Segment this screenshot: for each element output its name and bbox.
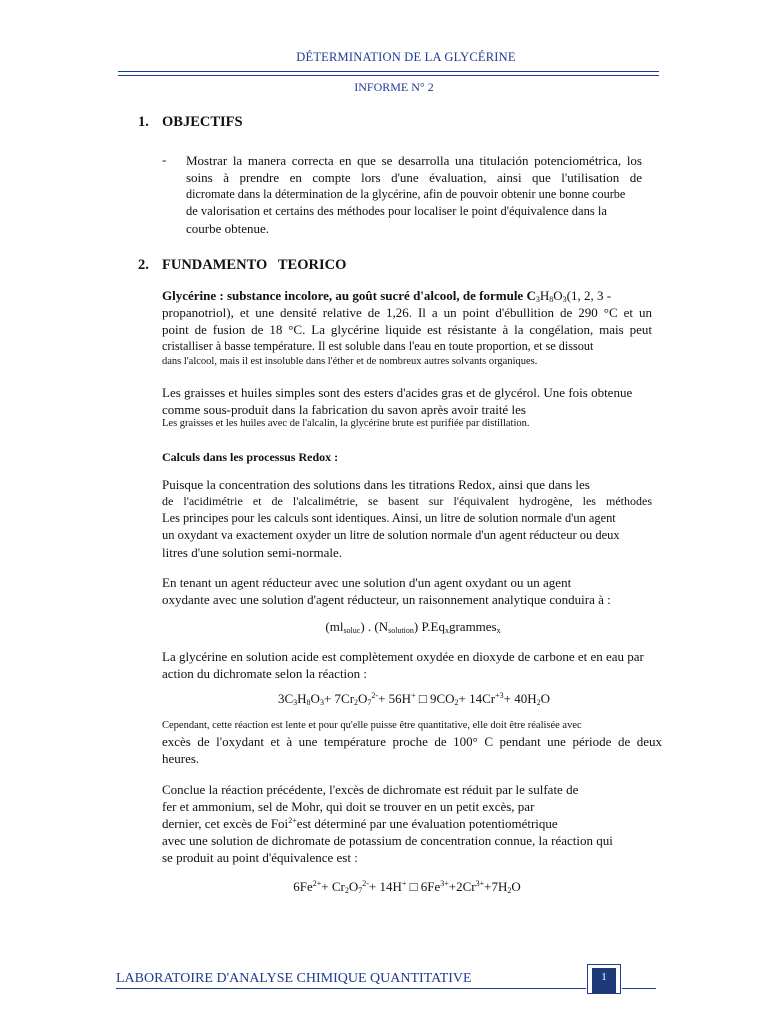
text-fragment: dernier, cet excès de Foi bbox=[162, 816, 289, 831]
equivalence-equation bbox=[0, 619, 768, 635]
text-line: oxydante avec une solution d'agent réducteur, un raisonnement analytique conduira à : bbox=[162, 592, 611, 607]
section-2-number: 2. bbox=[138, 257, 149, 273]
text-line: avec une solution de dichromate de potassium de concentration connue, la réaction qui bbox=[162, 833, 613, 848]
equation-part: grammes bbox=[448, 619, 497, 634]
equation-part: (ml bbox=[325, 619, 344, 634]
text-line: de valorisation et certains des méthodes pour localiser le point d'équivalence dans la bbox=[186, 204, 607, 218]
text-line: action du dichromate selon la réaction : bbox=[162, 666, 368, 681]
text-line: courbe obtenue. bbox=[186, 221, 270, 236]
reasoning-paragraph bbox=[162, 574, 652, 608]
section-1-heading bbox=[138, 114, 243, 131]
equivalence-point-reaction: $6Fe^{2+}+ Cr_2O_7^{2-}+ 14H^+$ □ $6Fe^{3+}+2Cr^{3+}+7H_2O$ bbox=[293, 879, 521, 895]
formula-name-start: (1, 2, 3 - bbox=[566, 288, 612, 303]
equation-part: ) P.Eq bbox=[413, 619, 445, 634]
text-line: un oxydant va exactement oxyder un litre de solution normale d'un agent réducteur ou deux bbox=[162, 528, 620, 542]
equation-subscript: x bbox=[496, 626, 501, 635]
section-2-title: FUNDAMENTO TEORICO bbox=[162, 257, 347, 273]
text-line: heures. bbox=[162, 751, 200, 766]
text-superscript: 2+ bbox=[288, 816, 297, 825]
equation-subscript: solution bbox=[388, 626, 414, 635]
text-line: dans l'alcool, mais il est insoluble dans l'éther et de nombreux autres solvants organiques. bbox=[162, 356, 538, 367]
document-title: DÉTERMINATION DE LA GLYCÉRINE bbox=[296, 50, 516, 64]
glycerine-definition: Glycérine : substance incolore, au goût sucré d'alcool, de formule C bbox=[162, 288, 536, 303]
oxidation-paragraph bbox=[162, 648, 672, 682]
text-line: Les graisses et huiles simples sont des esters d'acides gras et de glycérol. Une fois obtenue bbox=[162, 385, 633, 400]
text-fragment: est déterminé par une évaluation potentiométrique bbox=[296, 816, 558, 831]
text-line: Puisque la concentration des solutions dans les titrations Redox, ainsi que dans les bbox=[162, 477, 590, 492]
text-line: Les graisses et les huiles avec de l'alcalin, la glycérine brute est purifiée par distillation. bbox=[162, 418, 530, 429]
section-2-heading bbox=[138, 257, 346, 274]
footer-rule bbox=[116, 988, 586, 989]
equation-subscript: soluc bbox=[343, 626, 361, 635]
text-line: litres d'une solution semi-normale. bbox=[162, 545, 342, 560]
text-line: cristalliser à basse température. Il est soluble dans l'eau en toute proportion, et se dissout bbox=[162, 339, 594, 353]
text-line: Les principes pour les calculs sont identiques. Ainsi, un litre de solution normale d'un agent bbox=[162, 511, 616, 525]
reaction-conditions-paragraph bbox=[162, 720, 662, 767]
text-line: point de fusion de 18 °C. La glycérine liquide est résistante à la congélation, mais peut bbox=[162, 322, 652, 337]
equation-subscript: x bbox=[444, 626, 449, 635]
text-line: La glycérine en solution acide est complètement oxydée en dioxyde de carbone et en eau par bbox=[162, 649, 644, 664]
footer-lab-name: LABORATOIRE D'ANALYSE CHIMIQUE QUANTITATIVE bbox=[116, 971, 472, 986]
text-line: Conclue la réaction précédente, l'excès de dichromate est réduit par le sulfate de bbox=[162, 782, 579, 797]
text-line: soins à prendre en compte lors d'une évaluation, ainsi que l'utilisation de bbox=[186, 170, 642, 185]
text-line: comme sous-produit dans la fabrication du savon après avoir traité les bbox=[162, 402, 526, 417]
objectives-paragraph bbox=[186, 152, 642, 237]
back-titration-paragraph bbox=[162, 781, 652, 866]
header-rule-thin bbox=[118, 75, 659, 76]
text-line: Mostrar la manera correcta en que se desarrolla una titulación potenciométrica, los bbox=[186, 153, 642, 168]
text-line: Cependant, cette réaction est lente et pour qu'elle puisse être quantitative, elle doit être réalisée avec bbox=[162, 720, 582, 731]
text-line: dicromate dans la détermination de la glycérine, afin de pouvoir obtenir une bonne courbe bbox=[186, 187, 626, 201]
text-line: fer et ammonium, sel de Mohr, qui doit se trouver en un petit excès, par bbox=[162, 799, 535, 814]
text-line: excès de l'oxydant et à une température proche de 100° C pendant une période de deux bbox=[162, 734, 662, 749]
redox-paragraph bbox=[162, 476, 652, 561]
section-1-title: OBJECTIFS bbox=[162, 114, 243, 130]
text-line: se produit au point d'équivalence est : bbox=[162, 850, 358, 865]
text-line bbox=[162, 815, 652, 832]
bullet-dash: - bbox=[162, 152, 167, 167]
text-line: En tenant un agent réducteur avec une solution d'un agent oxydant ou un agent bbox=[162, 575, 572, 590]
fats-paragraph bbox=[162, 384, 652, 429]
header-rule bbox=[118, 71, 659, 72]
footer-rule-right bbox=[622, 988, 656, 989]
text-line: de l'acidimétrie et de l'alcalimétrie, se basent sur l'équivalent hydrogène, les méthodes bbox=[162, 494, 652, 508]
glycerine-oxidation-reaction: $3C_3H_8O_3+ 7Cr_2O_7^{2-}+ 56H^+$ □ $9CO_2+ 14Cr^{+3}+ 40H_2O$ bbox=[277, 691, 550, 707]
report-number: INFORME N° 2 bbox=[354, 80, 434, 94]
glycerine-paragraph bbox=[162, 287, 652, 367]
equation-part: ) . (N bbox=[360, 619, 389, 634]
page-number: 1 bbox=[592, 968, 616, 994]
glycerine-lead-line bbox=[162, 287, 652, 304]
redox-heading: Calculs dans les processus Redox : bbox=[162, 450, 339, 464]
section-1-number: 1. bbox=[138, 114, 149, 130]
text-line: propanotriol), et une densité relative de 1,26. Il a un point d'ébullition de 290 °C et un bbox=[162, 305, 652, 320]
glycerine-formula: $_3H_8O_3$ bbox=[535, 288, 567, 304]
